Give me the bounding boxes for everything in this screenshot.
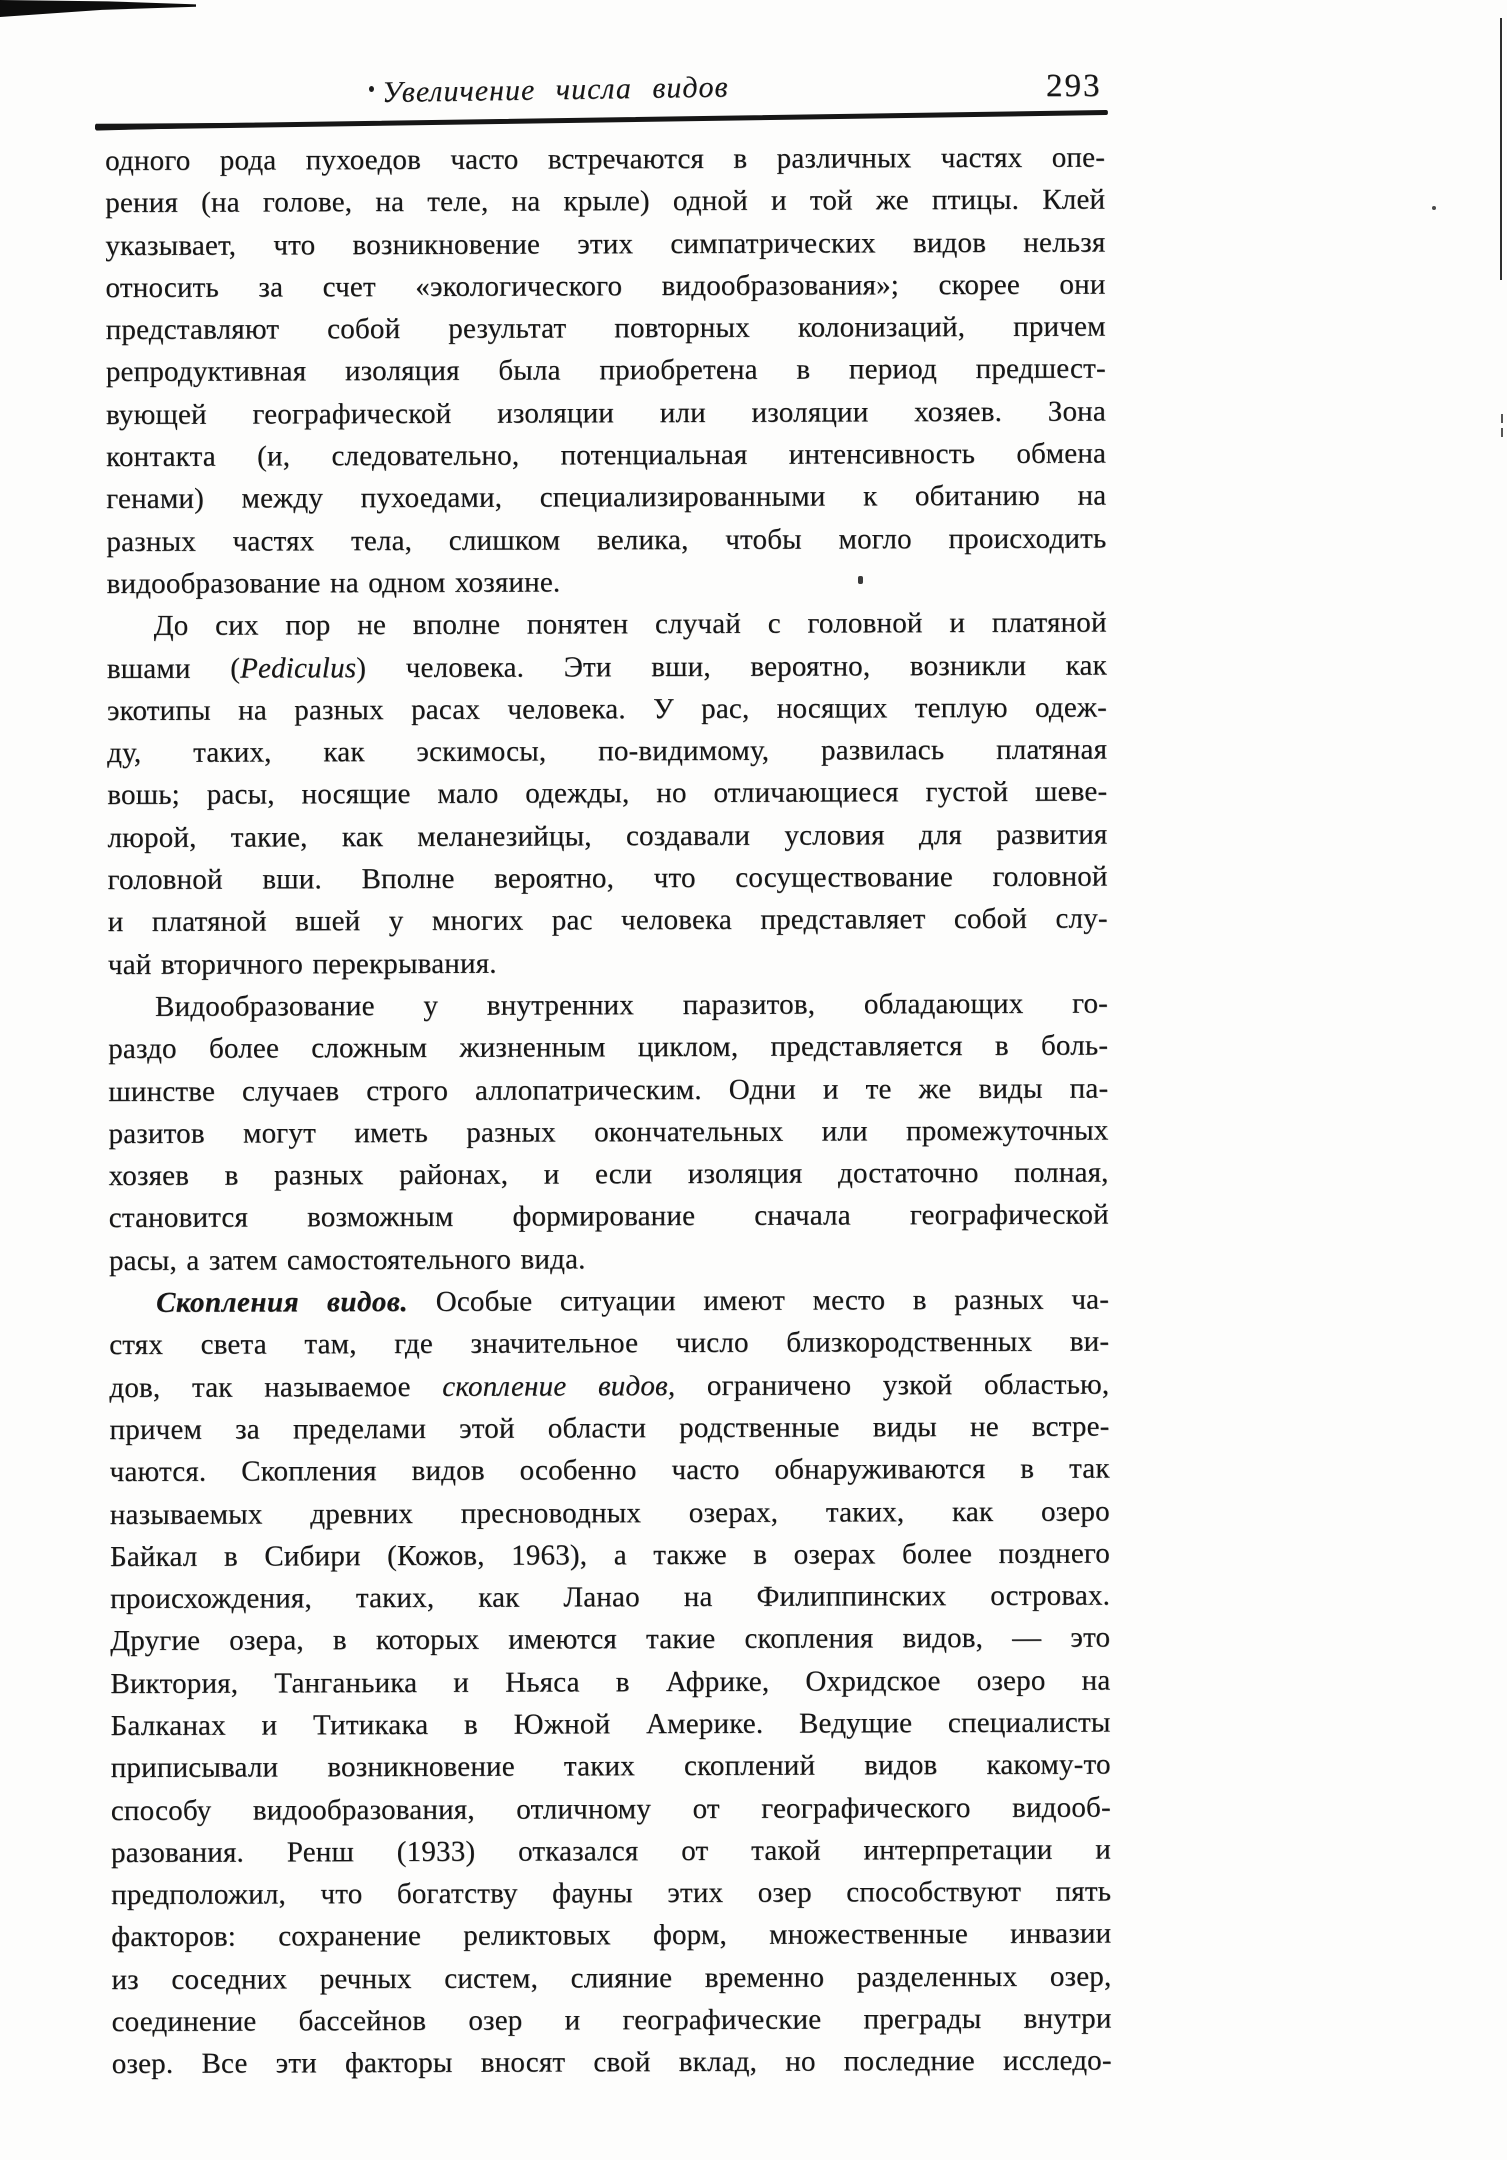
text-run: разитов могут иметь разных окончательных или промежуточных [108,1114,1109,1150]
text-line [111,1744,1111,1790]
italic-text-run: скопление видов, [442,1369,676,1403]
text-run: и платяной вшей у многих рас человека представляет собой слу- [107,902,1108,939]
text-run: относить за счет «экологического видообразования»; скорее они [105,268,1106,304]
text-line [109,1194,1109,1240]
text-run: ) человека. Эти вши, вероятно, возникли как [356,649,1107,684]
text-line [111,1828,1111,1874]
text-run: причем за пределами этой области родственные виды не встре- [109,1410,1110,1446]
text-run: хозяев в разных районах, и если изоляция достаточно полная, [108,1156,1109,1193]
text-run: указывает, что возникновение этих симпатрических видов нельзя [105,226,1106,262]
text-line [109,1405,1109,1451]
text-line [108,982,1108,1028]
text-line [108,940,1108,986]
text-run: Особые ситуации имеют место в разных ча- [408,1283,1110,1318]
text-line [106,559,1106,605]
text-line [111,1998,1111,2044]
text-run: генами) между пухоедами, специализированными к обитанию на [106,479,1107,516]
text-line [110,1448,1110,1494]
text-line [109,1321,1109,1367]
text-run: из соседних речных систем, слияние временно разделенных озер, [111,1960,1112,1996]
text-run: видообразование на одном хозяине. [106,566,561,600]
text-line [109,1279,1109,1325]
text-run: Видообразование у внутренних паразитов, обладающих го- [154,987,1109,1023]
text-line [105,137,1105,183]
text-line [107,813,1107,859]
text-run: происхождения, таких, как Ланао на Филиппинских островах. [110,1579,1111,1616]
text-line [112,2040,1112,2086]
text-run: дов, так называемое [109,1370,443,1404]
text-run: разования. Ренш (1933) отказался от такой интерпретации и [110,1833,1112,1869]
text-line [106,306,1106,352]
scan-artifact-right-edge-line [1500,18,1502,280]
text-run: ду, таких, как эскимосы, по-видимому, развилась платяная [107,733,1108,770]
text-run: одного рода пухоедов часто встречаются в различных частях опе- [105,141,1106,177]
text-run: Виктория, Танганьика и Ньяса в Африке, Охридское озеро на [110,1664,1111,1700]
text-run: чаются. Скопления видов особенно часто обнаруживаются в так [109,1452,1110,1489]
text-run: становится возможным формирование сначала географической [108,1198,1109,1235]
paragraph [108,982,1109,1282]
text-line [106,348,1106,394]
text-line [109,1363,1109,1409]
italic-text-run: Pediculus [240,651,357,685]
scan-artifact-ink-dot [369,86,374,92]
text-line [110,1617,1110,1663]
text-line [107,644,1107,690]
scan-artifact-top-left-wedge [0,0,196,17]
header-rule [95,110,1108,130]
text-run: Байкал в Сибири (Кожов, 1963), а также в озерах более позднего [109,1537,1110,1573]
running-head-title: Увеличение числа видов [381,70,729,109]
scan-artifact-right-dash [1501,414,1503,423]
page-number: 293 [1046,68,1102,104]
text-run: соединение бассейнов озер и географические преграды внутри [111,2002,1112,2039]
text-line [106,433,1106,479]
text-run: расы, а затем самостоятельного вида. [108,1243,586,1277]
text-run: экотипы на разных расах человека. У рас, носящих теплую одеж- [106,691,1108,727]
paragraph [109,1279,1112,2086]
text-body [105,137,1112,2086]
text-run: люрой, такие, как меланезийцы, создавали условия для развития [107,818,1108,854]
text-run: приписывали возникновение таких скоплений видов какому-то [110,1748,1111,1785]
text-line [109,1152,1109,1198]
text-line [110,1532,1110,1578]
text-run: шинстве случаев строго аллопатрическим. Одни и те же виды па- [108,1072,1109,1108]
text-line [108,1025,1108,1071]
text-line [108,1109,1108,1155]
text-run: способу видообразования, отличному от географического видооб- [110,1791,1111,1827]
text-run: ограничено узкой областью, [675,1368,1110,1402]
text-run: чай вторичного перекрывания. [107,947,497,981]
scan-artifact-ink-dot [1432,206,1436,210]
text-line [107,771,1107,817]
text-run: предположил, что богатству фауны этих озер способствуют пять [111,1875,1112,1912]
text-line [105,221,1105,267]
paragraph [105,137,1107,606]
text-line [107,729,1107,775]
text-run: раздо более сложным жизненным циклом, представляется в боль- [108,1029,1109,1066]
text-line [107,686,1107,732]
text-run: вующей географической изоляции или изоляции хозяев. Зона [105,395,1107,431]
text-line [110,1490,1110,1536]
text-line [110,1659,1110,1705]
text-run: Балканах и Титикака в Южной Америке. Ведущие специалисты [110,1706,1111,1742]
text-run: вшами ( [106,652,241,685]
text-line [110,1575,1110,1621]
text-line [111,1913,1111,1959]
text-line [111,1786,1111,1832]
text-line [107,602,1107,648]
text-line [109,1236,1109,1282]
paragraph [107,602,1108,986]
text-run: озер. Все эти факторы вносят свой вклад, но последние исследо- [111,2044,1112,2081]
text-line [111,1871,1111,1917]
text-run: разных частях тела, слишком велика, чтобы могло происходить [106,522,1107,558]
text-run: репродуктивная изоляция была приобретена в период предшест- [105,352,1106,389]
text-run: представляют собой результат повторных колонизаций, причем [105,310,1106,347]
text-line [106,517,1106,563]
text-line [108,1067,1108,1113]
text-line [105,179,1105,225]
text-run: рения (на голове, на теле, на крыле) одной и той же птицы. Клей [105,183,1106,220]
text-line [106,390,1106,436]
text-line [110,1701,1110,1747]
text-line [106,475,1106,521]
text-run: вошь; расы, носящие мало одежды, но отличающиеся густой шеве- [107,775,1108,812]
text-run: Другие озера, в которых имеются такие скопления видов, — это [110,1621,1111,1658]
text-line [108,856,1108,902]
bold-italic-text-run: Скопления видов. [156,1285,409,1319]
text-line [108,898,1108,944]
text-line [105,263,1105,309]
text-run: До сих пор не вполне понятен случай с головной и платяной [153,606,1107,643]
text-run: головной вши. Вполне вероятно, что сосуществование головной [107,860,1108,897]
text-run: факторов: сохранение реликтовых форм, множественные инвазии [111,1917,1112,1954]
scan-artifact-right-dash [1501,428,1503,437]
text-line [111,1955,1111,2001]
text-run: стях света там, где значительное число близкородственных ви- [109,1325,1110,1362]
text-run: называемых древних пресноводных озерах, таких, как озеро [109,1495,1110,1531]
text-run: контакта (и, следовательно, потенциальная интенсивность обмена [106,437,1107,474]
